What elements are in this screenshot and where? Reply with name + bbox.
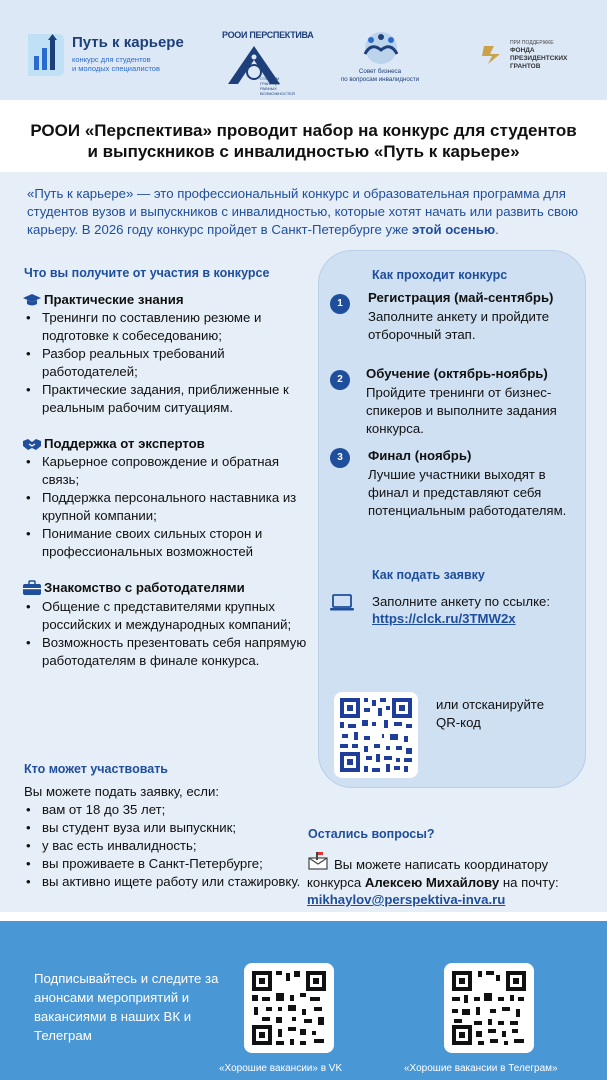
career-logo (22, 30, 192, 80)
list-item: • Разбор реальных требований работодателей; (24, 345, 309, 381)
list-item: • Тренинги по составлению резюме и подготовке к собеседованию; (24, 309, 309, 345)
list-item: • Понимание своих сильных сторон и профессиональных возможностей (24, 525, 309, 561)
mailbox-icon (307, 851, 329, 871)
step-1-number: 1 (330, 294, 350, 314)
apply-text: Заполните анкету по ссылке: (372, 594, 551, 609)
apply-qr-code[interactable] (334, 692, 418, 778)
qr-code-icon (334, 692, 418, 778)
list-item: • вы студент вуза или выпускник; (24, 819, 304, 837)
eligibility-intro: Вы можете подать заявку, если: (24, 784, 219, 799)
intro-highlight: этой осенью (412, 222, 496, 237)
grants-pre-text: ПРИ ПОДДЕРЖКЕ (510, 40, 554, 46)
page-title: РООИ «Перспектива» проводит набор на конкурс для студентов и выпускников с инвалидностью «Путь к карьере» (30, 121, 577, 161)
steps-heading: Как проходит конкурс (372, 268, 508, 282)
knowledge-list (24, 309, 309, 417)
list-item: • вы активно ищете работу или стажировку. (24, 873, 304, 891)
step-1-title: Регистрация (май-сентябрь) (368, 290, 554, 305)
perspektiva-logo-title: РООИ ПЕРСПЕКТИВА (222, 30, 314, 40)
step-3-title: Финал (ноябрь) (368, 448, 472, 463)
section-title-experts: Поддержка от экспертов (44, 436, 205, 451)
qr-code-icon (444, 963, 534, 1053)
questions-line1: Вы можете написать координатору (334, 857, 549, 872)
vk-qr-code[interactable] (244, 963, 334, 1053)
career-logo-title: Путь к карьере (72, 34, 184, 51)
grants-name: ФОНДА ПРЕЗИДЕНТСКИХ ГРАНТОВ (510, 47, 568, 70)
list-item: • Поддержка персонального наставника из крупной компании; (24, 489, 309, 525)
apply-heading: Как подать заявку (372, 568, 485, 582)
list-item: • Общение с представителями крупных российских и международных компаний; (24, 598, 309, 634)
experts-list (24, 453, 309, 561)
eligibility-list (24, 801, 304, 891)
list-item: • у вас есть инвалидность; (24, 837, 304, 855)
business-council-logo (334, 30, 426, 86)
title-band (0, 100, 607, 172)
career-logo-subtitle: конкурс для студентов и молодых специалистов (72, 55, 160, 73)
benefits-heading: Что вы получите от участия в конкурсе (24, 266, 270, 280)
presidential-grants-logo (480, 40, 590, 76)
step-3-text: Лучшие участники выходят в финал и представляют себя потенциальным работодателям. (368, 467, 567, 518)
telegram-qr-caption: «Хорошие вакансии в Телеграм» (404, 1063, 558, 1074)
coordinator-email-link[interactable]: mikhaylov@perspektiva-inva.ru (307, 892, 506, 907)
list-item: • Возможность презентовать себя напрямую работодателям в финале конкурса. (24, 634, 309, 670)
people-emblem-icon (358, 30, 404, 66)
qr-hint-text: или отсканируйте QR-код (436, 697, 545, 730)
footer (0, 921, 607, 1080)
laptop-icon (330, 594, 354, 612)
list-item: • Практические задания, приближенные к реальным рабочим ситуациям. (24, 381, 309, 417)
grants-emblem-icon (480, 42, 504, 66)
employers-list (24, 598, 309, 670)
career-logo-icon (22, 30, 66, 76)
vk-qr-caption: «Хорошие вакансии» в VK (219, 1063, 343, 1074)
step-1-text: Заполните анкету и пройдите отборочный этап. (368, 309, 550, 342)
partner-logos-bar (0, 0, 607, 100)
business-council-text: Совет бизнеса по вопросам инвалидности (340, 68, 420, 83)
questions-heading: Остались вопросы? (308, 827, 435, 841)
perspektiva-tagline: СТИРАЕМ ГРАНИЦЫ РАВНЫХ ВОЗМОЖНОСТЕЙ (260, 76, 295, 96)
coordinator-name: Алексею Михайлову (364, 875, 500, 890)
step-2-title: Обучение (октябрь-ноябрь) (366, 366, 548, 381)
briefcase-icon (22, 580, 42, 596)
telegram-qr-code[interactable] (444, 963, 534, 1053)
list-item: • вы проживаете в Санкт-Петербурге; (24, 855, 304, 873)
step-2-number: 2 (330, 370, 350, 390)
handshake-icon (22, 436, 42, 452)
footer-subscribe-text: Подписывайтесь и следите за анонсами мероприятий и вакансиями в наших ВК и Телеграм (34, 971, 219, 1043)
list-item: • вам от 18 до 35 лет; (24, 801, 304, 819)
graduation-cap-icon (22, 292, 42, 308)
section-title-employers: Знакомство с работодателями (44, 580, 245, 595)
perspektiva-logo (222, 30, 314, 96)
list-item: • Карьерное сопровождение и обратная связь; (24, 453, 309, 489)
step-3-number: 3 (330, 448, 350, 468)
step-2-text: Пройдите тренинги от бизнес-спикеров и выполните задания конкурса. (366, 385, 557, 436)
apply-link[interactable]: https://clck.ru/3TMW2x (372, 611, 516, 626)
section-title-knowledge: Практические знания (44, 292, 184, 307)
questions-line2: конкурса Алексею Михайлову на почту: (307, 875, 559, 890)
qr-code-icon (244, 963, 334, 1053)
intro-paragraph: «Путь к карьере» — это профессиональный конкурс и образовательная программа для студентов вузов и выпускников с инвалидностью, которые хотят начать или развить свою карьеру. В 2026 году конкурс пройдет в Санкт-Петербурге уже этой осенью. (27, 186, 579, 237)
eligibility-heading: Кто может участвовать (24, 762, 168, 776)
